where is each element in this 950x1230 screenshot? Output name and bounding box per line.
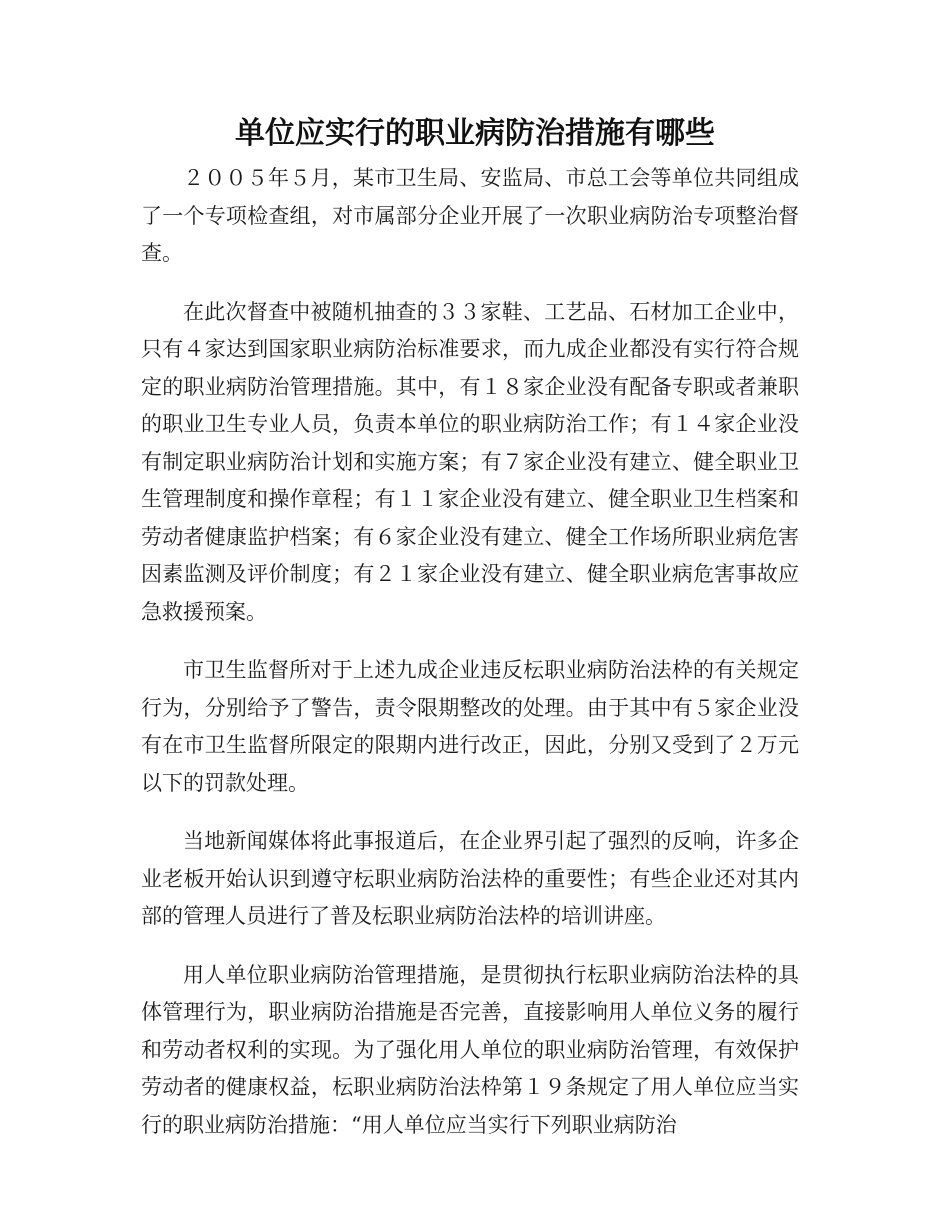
document-body: [141, 160, 799, 1165]
document-title: 单位应实行的职业病防治措施有哪些: [235, 116, 715, 151]
paragraph-1: ２００５年５月，某市卫生局、安监局、市总工会等单位共同组成了一个专项检查组，对市属部分企业开展了一次职业病防治专项整治督查。: [141, 166, 799, 265]
paragraph-3: 市卫生监督所对于上述九成企业违反枟职业病防治法枠的有关规定行为，分别给予了警告，责令限期整改的处理。由于其中有５家企业没有在市卫生监督所限定的限期内进行改正，因此，分别又受到了２万元以下的罚款处理。: [141, 658, 799, 795]
paragraph-5: 用人单位职业病防治管理措施，是贯彻执行枟职业病防治法枠的具体管理行为，职业病防治措施是否完善，直接影响用人单位义务的履行和劳动者权利的实现。为了强化用人单位的职业病防治管理，有效保护劳动者的健康权益，枟职业病防治法枠第１９条规定了用人单位应当实行的职业病防治措施：“用人单位应当实行下列职业病防治: [141, 962, 799, 1137]
paragraph-2: 在此次督查中被随机抽查的３３家鞋、工艺品、石材加工企业中，只有４家达到国家职业病防治标准要求，而九成企业都没有实行符合规定的职业病防治管理措施。其中，有１８家企业没有配备专职或者兼职的职业卫生专业人员，负责本单位的职业病防治工作；有１４家企业没有制定职业病防治计划和实施方案；有７家企业没有建立、健全职业卫生管理制度和操作章程；有１１家企业没有建立、健全职业卫生档案和劳动者健康监护档案；有６家企业没有建立、健全工作场所职业病危害因素监测及评价制度；有２１家企业没有建立、健全职业病危害事故应急救援预案。: [141, 299, 799, 624]
paragraph-4: 当地新闻媒体将此事报道后，在企业界引起了强烈的反响，许多企业老板开始认识到遵守枟职业病防治法枠的重要性；有些企业还对其内部的管理人员进行了普及枟职业病防治法枠的培训讲座。: [141, 829, 799, 928]
